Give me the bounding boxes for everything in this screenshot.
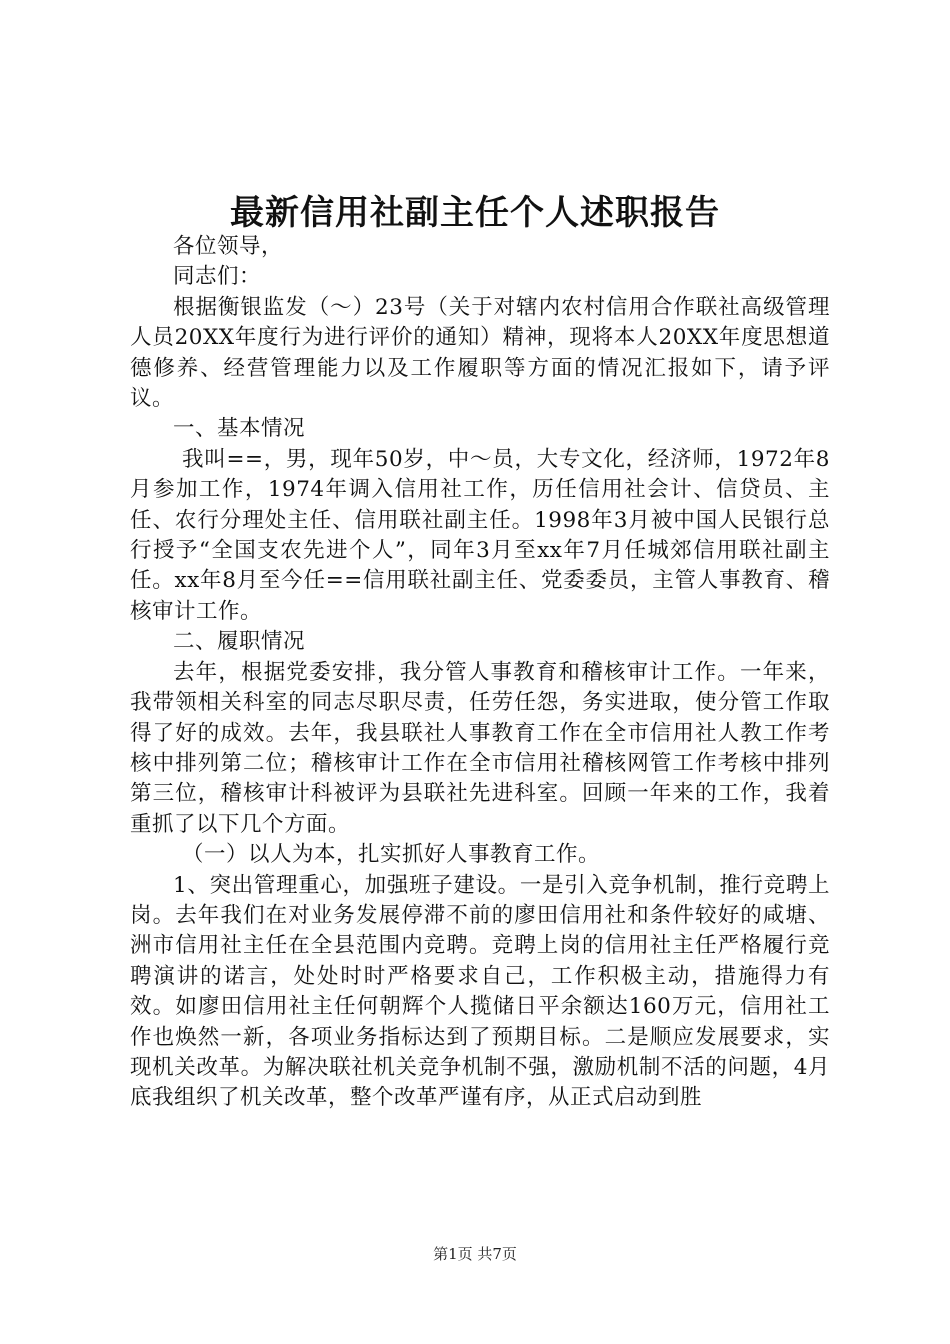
salutation-leaders: 各位领导， — [173, 234, 284, 259]
section-heading-basic: 一、基本情况 — [173, 416, 306, 442]
document-title: 最新信用社副主任个人述职报告 — [230, 193, 720, 233]
section-heading-duties: 二、履职情况 — [173, 629, 306, 655]
basic-info-paragraph: 我叫==，男，现年50岁，中～员，大专文化，经济师，1972年8月参加工作，1974年调入信用社工作，历任信用社会计、信贷员、主任、农行分理处主任、信用联社副主任。1998年3月被中国人民银行总行授予“全国支农先进个人”，同年3月至xx年7月任城郊信用联社副主任。xx年8月至今任==信用联社副主任、党委委员，主管人事教育、稽核审计工作。 — [130, 446, 830, 624]
subsection-paragraph-1: 1、突出管理重心，加强班子建设。一是引入竞争机制，推行竞聘上岗。去年我们在对业务发展停滞不前的廖田信用社和条件较好的咸塘、洲市信用社主任在全县范围内竞聘。竞聘上岗的信用社主任严格履行竞聘演讲的诺言，处处时时严格要求自己，工作积极主动，措施得力有效。如廖田信用社主任何朝辉个人揽储日平余额达160万元，信用社工作也焕然一新，各项业务指标达到了预期目标。二是顺应发展要求，实现机关改革。为解决联社机关竞争机制不强，激励机制不活的问题，4月底我组织了机关改革，整个改革严谨有序，从正式启动到胜 — [130, 872, 830, 1111]
page-footer: 第1页 共7页 — [433, 1245, 517, 1263]
intro-paragraph: 根据衡银监发（～）23号（关于对辖内农村信用合作联社高级管理人员20XX年度行为进行评价的通知）精神，现将本人20XX年度思想道德修养、经营管理能力以及工作履职等方面的情况汇报如下，请予评议。 — [130, 294, 830, 412]
duties-paragraph: 去年，根据党委安排，我分管人事教育和稽核审计工作。一年来，我带领相关科室的同志尽职尽责，任劳任怨，务实进取，使分管工作取得了好的成效。去年，我县联社人事教育工作在全市信用社人教工作考核中排列第二位；稽核审计工作在全市信用社稽核网管工作考核中排列第三位，稽核审计科被评为县联社先进科室。回顾一年来的工作，我着重抓了以下几个方面。 — [130, 659, 830, 837]
subsection-heading-1: （一）以人为本，扎实抓好人事教育工作。 — [182, 842, 601, 868]
document-body — [130, 232, 830, 1114]
salutation-comrades: 同志们： — [173, 264, 262, 290]
